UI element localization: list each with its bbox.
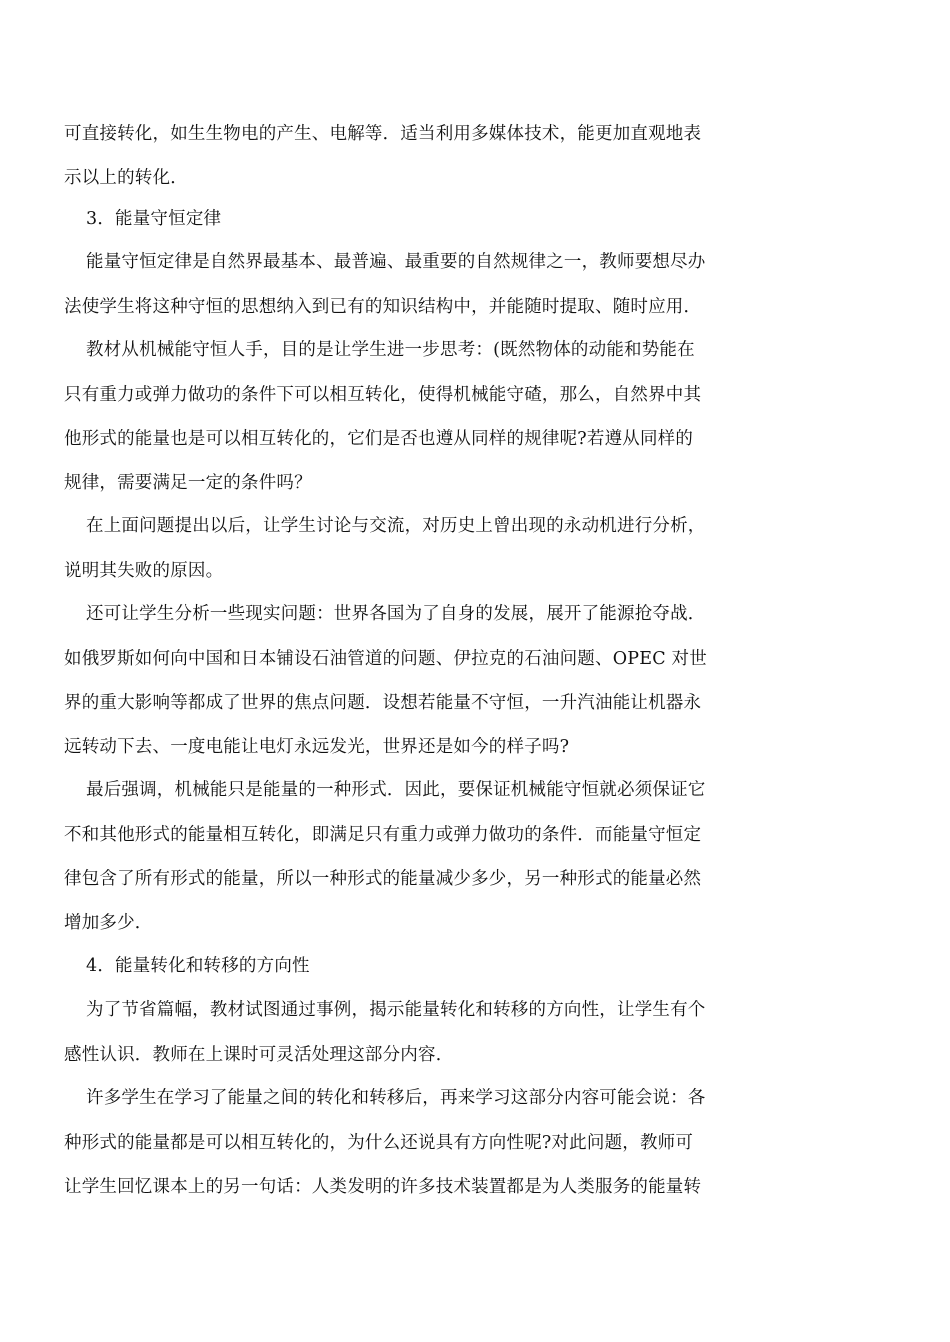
text-line: 种形式的能量都是可以相互转化的，为什么还说具有方向性呢?对此问题，教师可 <box>64 1133 694 1153</box>
text-line: 只有重力或弹力做功的条件下可以相互转化，使得机械能守碴，那么，自然界中其 <box>64 385 702 405</box>
text-line: 可直接转化，如生生物电的产生、电解等．适当利用多媒体技术，能更加直观地表 <box>64 124 702 144</box>
text-line: 规律，需要满足一定的条件吗？ <box>64 473 312 493</box>
text-line: 远转动下去、一度电能让电灯永远发光，世界还是如今的样子吗? <box>64 737 570 757</box>
text-line: 律包含了所有形式的能量，所以一种形式的能量减少多少，另一种形式的能量必然 <box>64 869 702 889</box>
text-line: 增加多少． <box>64 913 153 933</box>
text-line: 法使学生将这种守恒的思想纳入到已有的知识结构中，并能随时提取、随时应用． <box>64 297 702 317</box>
text-line: 如俄罗斯如何向中国和日本铺设石油管道的问题、伊拉克的石油问题、OPEC 对世 <box>64 649 707 669</box>
text-line: 说明其失败的原因。 <box>64 561 224 581</box>
text-line: 为了节省篇幅，教材试图通过事例，揭示能量转化和转移的方向性，让学生有个 <box>86 1000 706 1020</box>
text-line: 示以上的转化． <box>64 168 188 188</box>
text-line: 还可让学生分析一些现实问题：世界各国为了自身的发展，展开了能源抢夺战． <box>86 604 706 624</box>
text-line: 他形式的能量也是可以相互转化的，它们是否也遵从同样的规律呢?若遵从同样的 <box>64 429 694 449</box>
text-line: 最后强调，机械能只是能量的一种形式．因此，要保证机械能守恒就必须保证它 <box>86 780 706 800</box>
section-heading: 3．能量守恒定律 <box>86 209 222 229</box>
text-line: 教材从机械能守恒人手，目的是让学生进一步思考：(既然物体的动能和势能在 <box>86 340 695 360</box>
text-line: 让学生回忆课本上的另一句话：人类发明的许多技术装置都是为人类服务的能量转 <box>64 1177 702 1197</box>
text-line: 界的重大影响等都成了世界的焦点问题．设想若能量不守恒，一升汽油能让机器永 <box>64 693 702 713</box>
section-heading: 4．能量转化和转移的方向性 <box>86 956 310 976</box>
text-line: 在上面问题提出以后，让学生讨论与交流，对历史上曾出现的永动机进行分析， <box>86 516 706 536</box>
text-line: 许多学生在学习了能量之间的转化和转移后，再来学习这部分内容可能会说：各 <box>86 1088 706 1108</box>
text-line: 感性认识．教师在上课时可灵活处理这部分内容． <box>64 1045 454 1065</box>
text-line: 能量守恒定律是自然界最基本、最普遍、最重要的自然规律之一，教师要想尽办 <box>86 252 706 272</box>
text-line: 不和其他形式的能量相互转化，即满足只有重力或弹力做功的条件．而能量守恒定 <box>64 825 702 845</box>
